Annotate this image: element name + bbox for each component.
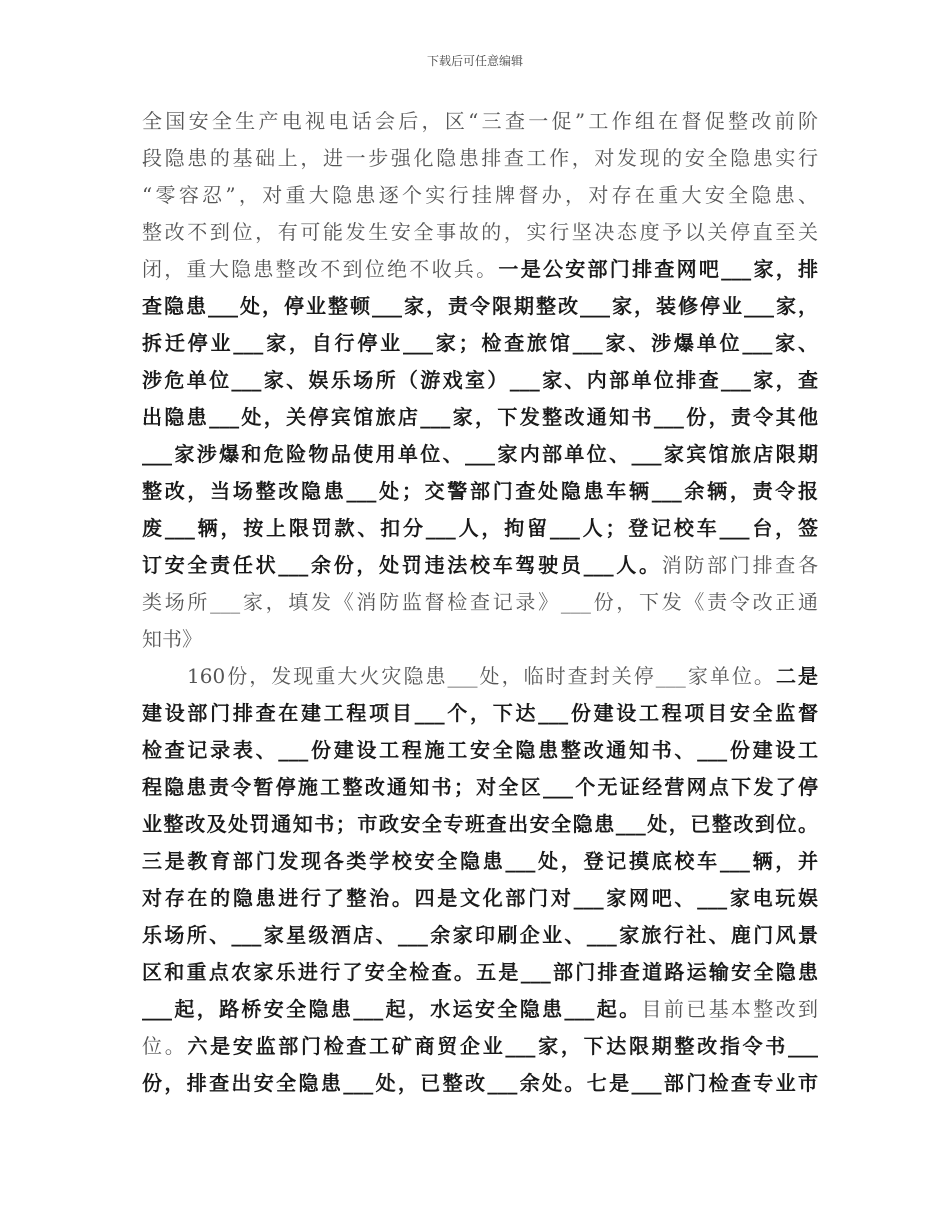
text-run: 段隐患的基础上，进一步强化隐患排查工作，对发现的安全隐患实行: [142, 146, 818, 170]
text-run-bold: 程隐患责令暂停施工整改通知书；对全区___个无证经营网点下发了停: [142, 775, 818, 799]
text-line: [142, 140, 818, 177]
text-line: [142, 473, 818, 510]
text-run-bold: 二是: [775, 664, 818, 688]
text-run-bold: 六是安监部门检查工矿商贸企业___家，下达限期整改指令书___: [187, 1034, 819, 1058]
text-run-bold: 区和重点农家乐进行了安全检查。五是___部门排查道路运输安全隐患: [142, 960, 818, 984]
text-line-indented: [142, 658, 818, 695]
text-line: [142, 288, 818, 325]
text-line: [142, 806, 818, 843]
text-run-bold: 废___辆，按上限罚款、扣分___人，拘留___人；登记校车___台，签: [142, 516, 818, 540]
text-run-bold: 乐场所、___家星级酒店、___余家印刷企业、___家旅行社、鹿门风景: [142, 923, 818, 947]
text-run-bold: 订安全责任状___余份，处罚违法校车驾驶员___人。: [142, 553, 662, 577]
text-run-bold: 拆迁停业___家，自行停业___家；检查旅馆___家、涉爆单位___家、: [142, 331, 818, 355]
text-run-bold: 检查记录表、___份建设工程施工安全隐患整改通知书、___份建设工: [142, 738, 818, 762]
text-run: “零容忍”，对重大隐患逐个实行挂牌督办，对存在重大安全隐患、: [142, 183, 818, 207]
text-line: [142, 732, 818, 769]
text-run: 消防部门排查各: [661, 553, 819, 577]
text-run-bold: 涉危单位___家、娱乐场所（游戏室）___家、内部单位排查___家，查: [142, 368, 818, 392]
text-line: [142, 584, 818, 621]
text-run: 160份，发现重大火灾隐患___处，临时查封关停___家单位。: [187, 664, 776, 688]
text-line: [142, 621, 818, 658]
text-run: 整改不到位，有可能发生安全事故的，实行坚决态度予以关停直至关: [142, 220, 818, 244]
text-line: [142, 1028, 818, 1065]
text-line: [142, 399, 818, 436]
document-body: [142, 103, 818, 1102]
text-line: [142, 547, 818, 584]
text-line: [142, 917, 818, 954]
text-line: [142, 103, 818, 140]
text-line: [142, 177, 818, 214]
text-line: [142, 991, 818, 1028]
text-line: [142, 1065, 818, 1102]
text-line: [142, 695, 818, 732]
text-run: 类场所___家，填发《消防监督检查记录》___份，下发《责令改正通: [142, 590, 818, 614]
text-run: 目前已基本整改到: [641, 997, 819, 1021]
text-run-bold: 建设部门排查在建工程项目___个，下达___份建设工程项目安全监督: [142, 701, 818, 725]
text-line: [142, 325, 818, 362]
text-run-bold: ___家涉爆和危险物品使用单位、___家内部单位、___家宾馆旅店限期: [142, 442, 818, 466]
text-line: [142, 436, 818, 473]
text-run-bold: 业整改及处罚通知书；市政安全专班查出安全隐患___处，已整改到位。: [142, 812, 818, 836]
text-run-bold: 对存在的隐患进行了整治。四是文化部门对___家网吧、___家电玩娱: [142, 886, 818, 910]
text-line: [142, 843, 818, 880]
text-line: [142, 362, 818, 399]
text-line: [142, 214, 818, 251]
text-run-bold: 份，排查出安全隐患___处，已整改___余处。七是___部门检查专业市: [142, 1071, 818, 1095]
text-line: [142, 510, 818, 547]
text-run-bold: 三是教育部门发现各类学校安全隐患___处，登记摸底校车___辆，并: [142, 849, 818, 873]
text-run-bold: ___起，路桥安全隐患___起，水运安全隐患___起。: [142, 997, 642, 1021]
text-run-bold: 整改，当场整改隐患___处；交警部门查处隐患车辆___余辆，责令报: [142, 479, 818, 503]
text-run: 全国安全生产电视电话会后，区“三查一促”工作组在督促整改前阶: [142, 109, 818, 133]
text-line: [142, 769, 818, 806]
text-run: 知书》: [142, 627, 202, 651]
text-line: [142, 880, 818, 917]
text-line: [142, 954, 818, 991]
page-header-note: 下载后可任意编辑: [426, 54, 523, 68]
text-run-bold: 查隐患___处，停业整顿___家，责令限期整改___家，装修停业___家，: [142, 294, 818, 318]
text-line: [142, 251, 818, 288]
text-run-bold: 一是公安部门排查网吧___家，排: [498, 257, 819, 281]
text-run-bold: 出隐患___处，关停宾馆旅店___家，下发整改通知书___份，责令其他: [142, 405, 818, 429]
text-run: 闭，重大隐患整改不到位绝不收兵。: [142, 257, 499, 281]
text-run: 位。: [142, 1034, 188, 1058]
